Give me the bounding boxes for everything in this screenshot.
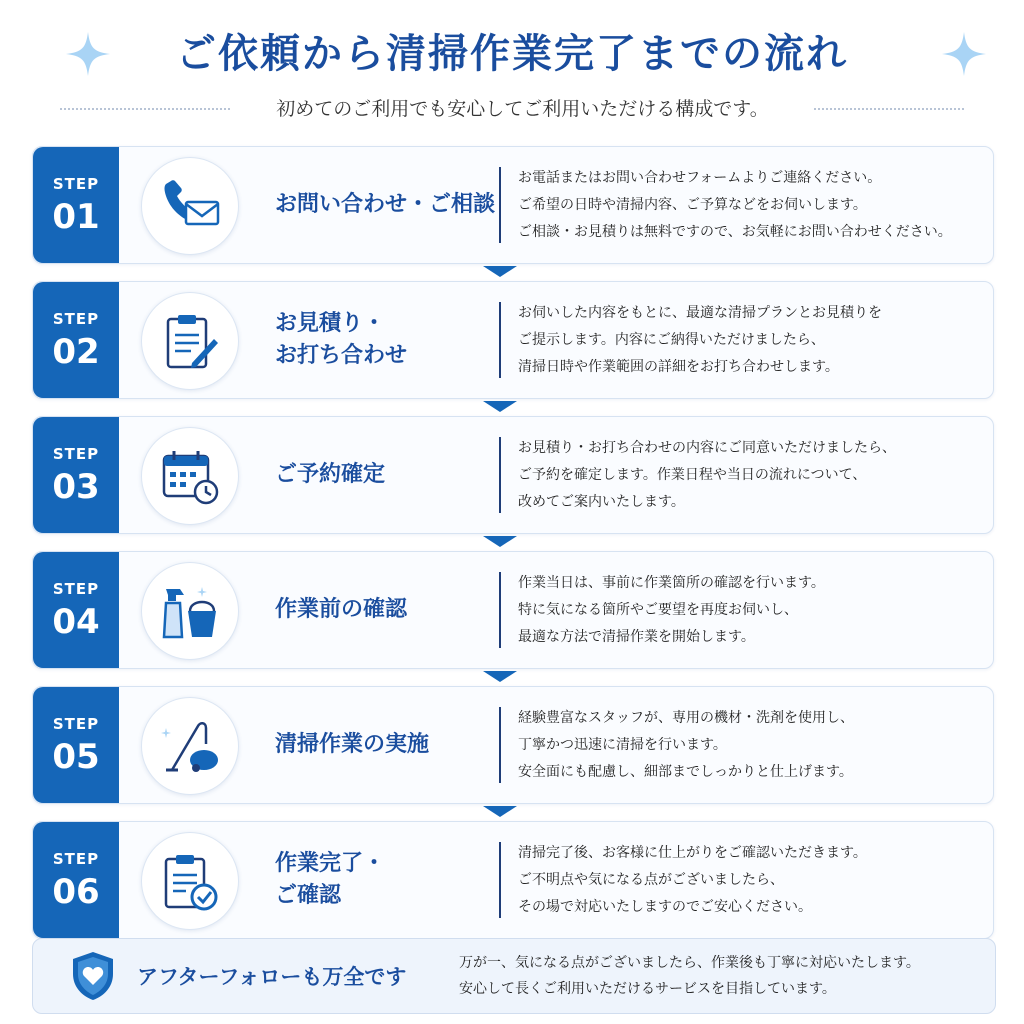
step-badge	[33, 687, 119, 803]
spray-bucket-icon	[141, 562, 239, 660]
vertical-divider	[499, 437, 501, 513]
description-line: お電話またはお問い合わせフォームよりご連絡ください。	[518, 169, 882, 186]
step-list	[32, 146, 994, 956]
description-line: 特に気になる箇所やご要望を再度お伺いし、	[518, 601, 798, 618]
step-title: 作業完了・ ご確認	[275, 851, 386, 908]
step-description	[518, 822, 988, 938]
step-description	[518, 552, 988, 668]
step-label: STEP	[52, 175, 100, 193]
subtitle-row	[60, 94, 964, 124]
step-description	[518, 147, 988, 263]
step-number: 01	[52, 197, 100, 237]
sparkle-icon	[940, 30, 988, 78]
step-number: 03	[52, 467, 100, 507]
description-line: お見積り・お打ち合わせの内容にご同意いただけましたら、	[518, 439, 896, 456]
step-badge	[33, 822, 119, 938]
step-card	[32, 821, 994, 939]
down-arrow-icon	[483, 671, 517, 682]
step-description	[518, 417, 988, 533]
shield-heart-icon	[67, 950, 119, 1002]
step-badge	[33, 147, 119, 263]
description-line: 改めてご案内いたします。	[518, 493, 685, 510]
step-label: STEP	[52, 310, 100, 328]
footer-description	[459, 939, 920, 1013]
description-line: ご提示します。内容にご納得いただけましたら、	[518, 331, 825, 348]
step-label: STEP	[52, 445, 100, 463]
step-badge	[33, 552, 119, 668]
description-line: 安全面にも配慮し、細部までしっかりと仕上げます。	[518, 763, 853, 780]
footer-title: アフターフォローも万全です	[137, 965, 407, 989]
step-card	[32, 146, 994, 264]
step-label: STEP	[52, 580, 100, 598]
after-follow-banner	[32, 938, 996, 1014]
description-line: ご相談・お見積りは無料ですので、お気軽にお問い合わせください。	[518, 223, 952, 240]
description-line: 最適な方法で清掃作業を開始します。	[518, 628, 755, 645]
description-line: 作業当日は、事前に作業箇所の確認を行います。	[518, 574, 825, 591]
vertical-divider	[499, 572, 501, 648]
vertical-divider	[499, 842, 501, 918]
step-title: お見積り・ お打ち合わせ	[275, 311, 408, 368]
step-badge	[33, 282, 119, 398]
step-card	[32, 281, 994, 399]
description-line: 経験豊富なスタッフが、専用の機材・洗剤を使用し、	[518, 709, 854, 726]
step-title: お問い合わせ・ご相談	[275, 192, 496, 218]
page-subtitle: 初めてのご利用でも安心してご利用いただける構成です。	[276, 98, 769, 120]
vertical-divider	[499, 707, 501, 783]
vacuum-cleaner-icon	[141, 697, 239, 795]
divider-line	[60, 108, 230, 110]
step-label: STEP	[52, 715, 100, 733]
step-badge	[33, 417, 119, 533]
phone-mail-icon	[141, 157, 239, 255]
down-arrow-icon	[483, 266, 517, 277]
description-line: ご不明点や気になる点がございましたら、	[518, 871, 784, 888]
description-line: 清掃日時や作業範囲の詳細をお打ち合わせします。	[518, 358, 839, 375]
page-title: ご依頼から清掃作業完了までの流れ	[176, 30, 848, 77]
vertical-divider	[499, 167, 501, 243]
step-number: 04	[52, 602, 100, 642]
step-number: 05	[52, 737, 100, 777]
step-number: 06	[52, 872, 100, 912]
description-line: ご希望の日時や清掃内容、ご予算などをお伺いします。	[518, 196, 867, 213]
step-card	[32, 551, 994, 669]
step-description	[518, 687, 988, 803]
step-title: 作業前の確認	[275, 597, 408, 623]
header	[0, 0, 1024, 140]
calendar-clock-icon	[141, 427, 239, 525]
description-line: その場で対応いたしますのでご安心ください。	[518, 898, 812, 915]
step-label: STEP	[52, 850, 100, 868]
description-line: ご予約を確定します。作業日程や当日の流れについて、	[518, 466, 867, 483]
description-line: お伺いした内容をもとに、最適な清掃プランとお見積りを	[518, 304, 882, 321]
down-arrow-icon	[483, 536, 517, 547]
clipboard-check-icon	[141, 832, 239, 930]
step-description	[518, 282, 988, 398]
description-line: 清掃完了後、お客様に仕上がりをご確認いただきます。	[518, 844, 867, 861]
description-line: 万が一、気になる点がございましたら、作業後も丁寧に対応いたします。	[459, 955, 920, 971]
down-arrow-icon	[483, 401, 517, 412]
step-title: ご予約確定	[275, 462, 386, 488]
step-number: 02	[52, 332, 100, 372]
step-card	[32, 686, 994, 804]
divider-line	[814, 108, 964, 110]
step-card	[32, 416, 994, 534]
vertical-divider	[499, 302, 501, 378]
down-arrow-icon	[483, 806, 517, 817]
description-line: 丁寧かつ迅速に清掃を行います。	[518, 736, 727, 753]
clipboard-pen-icon	[141, 292, 239, 390]
step-title: 清掃作業の実施	[275, 732, 430, 758]
description-line: 安心して長くご利用いただけるサービスを目指しています。	[459, 981, 836, 997]
